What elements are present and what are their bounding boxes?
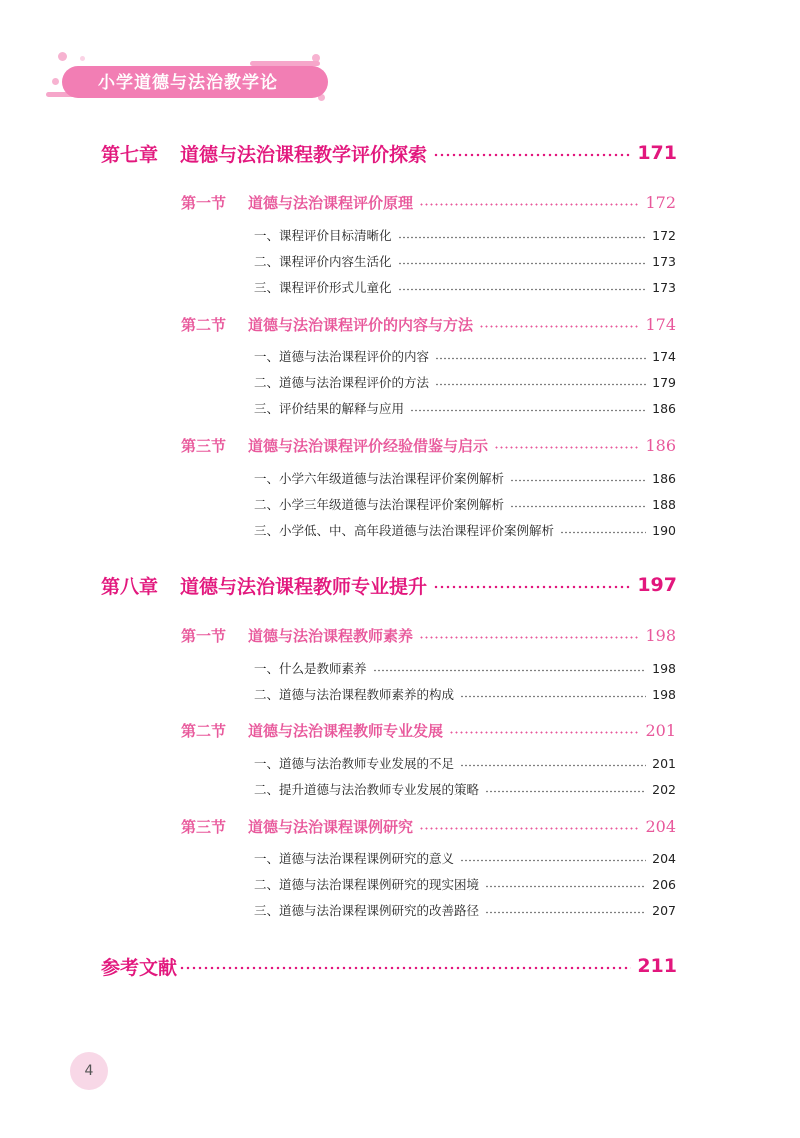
toc-item[interactable] — [254, 519, 676, 541]
item-label: 二、道德与法治课程评价的方法 — [254, 375, 430, 390]
dot-leader — [419, 636, 639, 639]
item-label: 一、小学六年级道德与法治课程评价案例解析 — [254, 471, 505, 486]
item-label: 二、道德与法治课程课例研究的现实困境 — [254, 877, 480, 892]
dot-leader — [433, 585, 631, 589]
item-page: 179 — [652, 374, 676, 390]
dot-leader — [419, 203, 639, 206]
toc-item[interactable] — [254, 397, 676, 419]
section-number: 第二节 — [181, 721, 227, 740]
section-page: 204 — [645, 816, 676, 836]
toc-item[interactable] — [254, 752, 676, 774]
chapter-page: 197 — [637, 574, 677, 596]
chapter-number: 第八章 — [101, 575, 159, 598]
item-page: 173 — [652, 253, 676, 269]
book-title: 小学道德与法治教学论 — [98, 73, 278, 93]
item-label: 二、道德与法治课程教师素养的构成 — [254, 687, 455, 702]
references-label: 参考文献 — [101, 956, 178, 979]
item-page: 201 — [652, 755, 676, 771]
dot-leader — [460, 695, 646, 698]
toc-item[interactable] — [254, 345, 676, 367]
toc-item[interactable] — [254, 493, 676, 515]
item-page: 190 — [652, 522, 676, 538]
dot-leader — [485, 911, 646, 914]
toc-section[interactable] — [181, 189, 676, 215]
item-page: 207 — [652, 902, 676, 918]
toc-item[interactable] — [254, 899, 676, 921]
section-title: 道德与法治课程教师素养 — [248, 626, 414, 645]
toc-item[interactable] — [254, 847, 676, 869]
item-label: 一、课程评价目标清晰化 — [254, 228, 392, 243]
dot-leader — [410, 409, 646, 412]
chapter-title: 道德与法治课程教师专业提升 — [180, 575, 428, 598]
chapter-title: 道德与法治课程教学评价探索 — [180, 143, 428, 166]
toc-item[interactable] — [254, 683, 676, 705]
item-label: 一、道德与法治课程课例研究的意义 — [254, 851, 455, 866]
toc-item[interactable] — [254, 778, 676, 800]
section-page: 172 — [645, 192, 676, 212]
section-page: 201 — [645, 720, 676, 740]
dot-leader — [494, 446, 639, 449]
dot-leader — [485, 790, 646, 793]
dot-leader — [510, 479, 646, 482]
toc-item[interactable] — [254, 276, 676, 298]
item-page: 188 — [652, 496, 676, 512]
dot-leader — [460, 859, 646, 862]
toc-chapter[interactable] — [101, 570, 677, 600]
dot-leader — [485, 885, 646, 888]
dot-leader — [398, 288, 647, 291]
dot-leader — [435, 383, 646, 386]
section-number: 第三节 — [181, 817, 227, 836]
chapter-number: 第七章 — [101, 143, 159, 166]
dot-leader — [179, 966, 631, 970]
dot-leader — [419, 827, 639, 830]
toc-section[interactable] — [181, 311, 676, 337]
section-number: 第一节 — [181, 193, 227, 212]
item-page: 198 — [652, 660, 676, 676]
dot-leader — [398, 236, 647, 239]
chapter-page: 171 — [637, 142, 677, 164]
section-title: 道德与法治课程课例研究 — [248, 817, 414, 836]
page-number: 4 — [70, 1052, 108, 1090]
toc-section[interactable] — [181, 432, 676, 458]
section-title: 道德与法治课程教师专业发展 — [248, 721, 444, 740]
section-number: 第三节 — [181, 436, 227, 455]
section-page: 174 — [645, 314, 676, 334]
item-label: 三、道德与法治课程课例研究的改善路径 — [254, 903, 480, 918]
item-page: 172 — [652, 227, 676, 243]
item-label: 一、道德与法治教师专业发展的不足 — [254, 756, 455, 771]
dot-leader — [510, 505, 646, 508]
toc-references[interactable] — [101, 951, 677, 981]
dot-leader — [560, 531, 646, 534]
item-label: 三、课程评价形式儿童化 — [254, 280, 392, 295]
dot-leader — [398, 262, 647, 265]
item-page: 186 — [652, 470, 676, 486]
item-page: 173 — [652, 279, 676, 295]
section-page: 186 — [645, 435, 676, 455]
toc-section[interactable] — [181, 717, 676, 743]
dot-leader — [479, 325, 639, 328]
toc-item[interactable] — [254, 371, 676, 393]
dot-leader — [373, 669, 647, 672]
toc-item[interactable] — [254, 250, 676, 272]
section-title: 道德与法治课程评价原理 — [248, 193, 414, 212]
item-label: 二、课程评价内容生活化 — [254, 254, 392, 269]
toc-chapter[interactable] — [101, 138, 677, 168]
item-page: 206 — [652, 876, 676, 892]
item-label: 一、什么是教师素养 — [254, 661, 367, 676]
toc-item[interactable] — [254, 467, 676, 489]
section-title: 道德与法治课程评价经验借鉴与启示 — [248, 436, 489, 455]
dot-leader — [449, 731, 639, 734]
toc-section[interactable] — [181, 622, 676, 648]
dot-leader — [460, 764, 646, 767]
item-label: 一、道德与法治课程评价的内容 — [254, 349, 430, 364]
item-label: 二、小学三年级道德与法治课程评价案例解析 — [254, 497, 505, 512]
references-page: 211 — [637, 955, 677, 977]
section-page: 198 — [645, 625, 676, 645]
item-page: 202 — [652, 781, 676, 797]
section-number: 第二节 — [181, 315, 227, 334]
dot-leader — [435, 357, 646, 360]
item-page: 198 — [652, 686, 676, 702]
toc-section[interactable] — [181, 813, 676, 839]
item-page: 174 — [652, 348, 676, 364]
item-label: 三、评价结果的解释与应用 — [254, 401, 405, 416]
toc-item[interactable] — [254, 873, 676, 895]
section-number: 第一节 — [181, 626, 227, 645]
item-label: 二、提升道德与法治教师专业发展的策略 — [254, 782, 480, 797]
item-page: 186 — [652, 400, 676, 416]
toc-item[interactable] — [254, 224, 676, 246]
item-label: 三、小学低、中、高年段道德与法治课程评价案例解析 — [254, 523, 555, 538]
toc-item[interactable] — [254, 657, 676, 679]
section-title: 道德与法治课程评价的内容与方法 — [248, 315, 474, 334]
item-page: 204 — [652, 850, 676, 866]
dot-leader — [433, 153, 631, 157]
